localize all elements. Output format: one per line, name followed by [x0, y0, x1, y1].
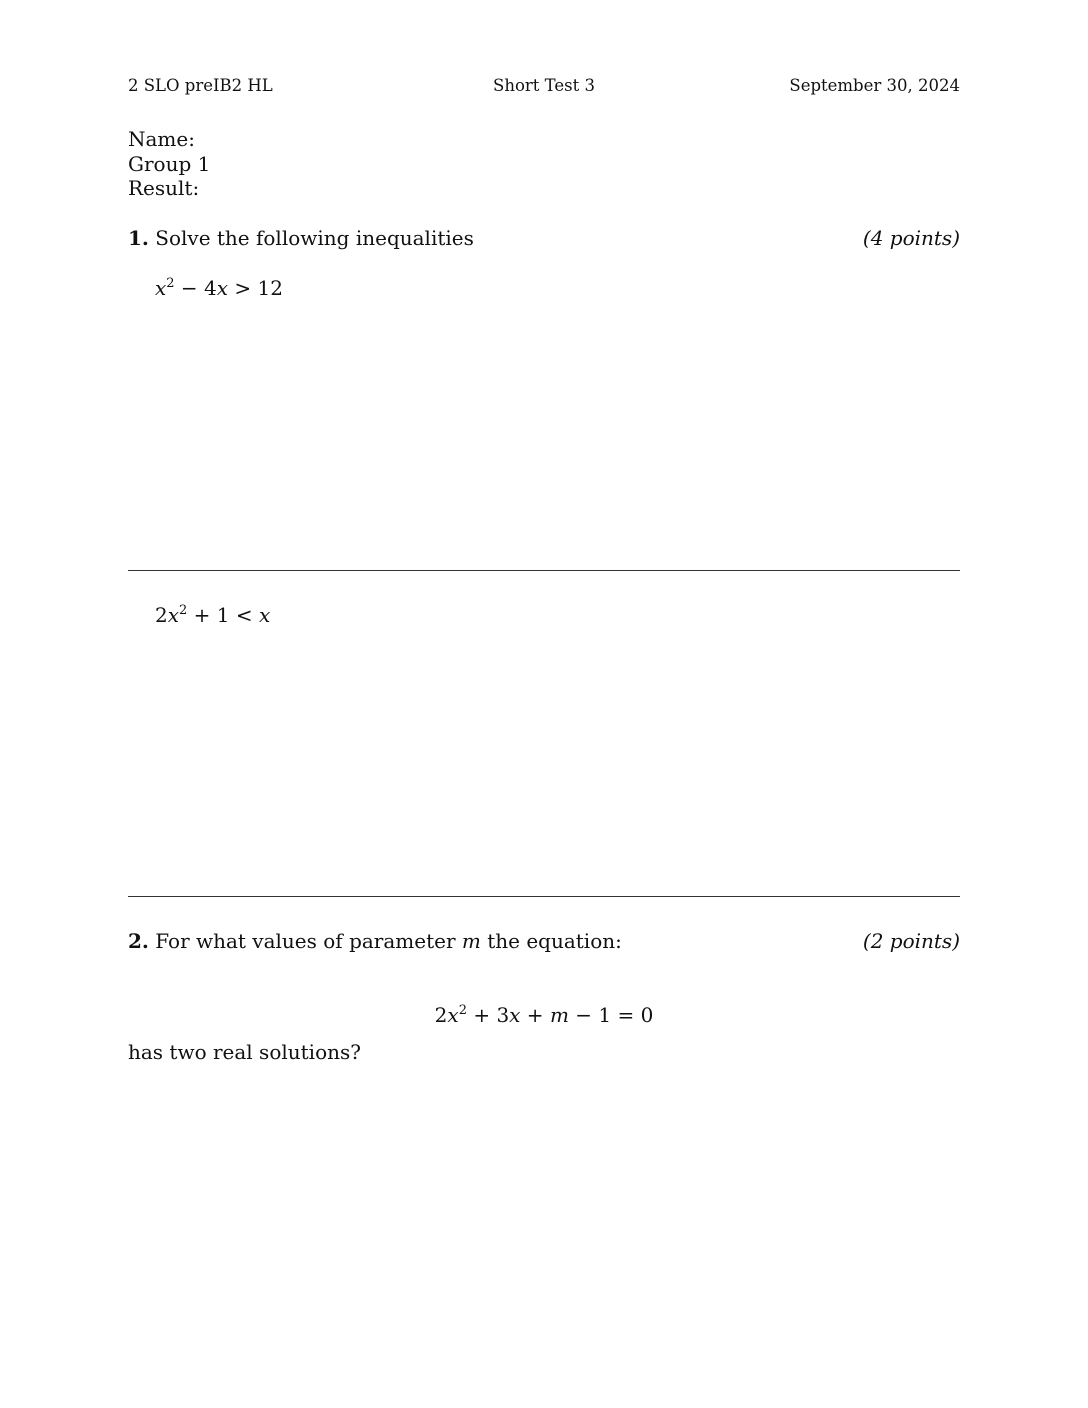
page-header [128, 76, 960, 100]
inequality-2: $2x^2 + 1 < x$ [155, 603, 271, 627]
student-info [128, 127, 210, 201]
question-points: (2 points) [862, 929, 960, 953]
course-label: 2 SLO preIB2 HL [128, 76, 273, 95]
question-2-header [128, 929, 960, 957]
question-number: 1. [128, 226, 149, 250]
answer-divider-2 [128, 896, 960, 897]
test-title: Short Test 3 [493, 76, 595, 95]
parameter-variable: m [461, 929, 481, 953]
question-points: (4 points) [862, 226, 960, 250]
question-follow-up: has two real solutions? [128, 1040, 361, 1064]
question-number: 2. [128, 929, 149, 953]
question-prompt-end: the equation: [480, 929, 622, 953]
question-prompt: Solve the following inequalities [155, 226, 474, 250]
inequality-1: $x^2 - 4x > 12$ [155, 276, 283, 300]
quadratic-equation: $2x^2 + 3x + m - 1 = 0$ [434, 1003, 654, 1027]
test-date: September 30, 2024 [789, 76, 960, 95]
question-1-header [128, 226, 960, 254]
question-prompt-start: For what values of parameter [155, 929, 462, 953]
name-label: Name: [128, 127, 195, 151]
group-label: Group 1 [128, 151, 211, 176]
answer-divider-1 [128, 570, 960, 571]
result-label: Result: [128, 176, 200, 200]
